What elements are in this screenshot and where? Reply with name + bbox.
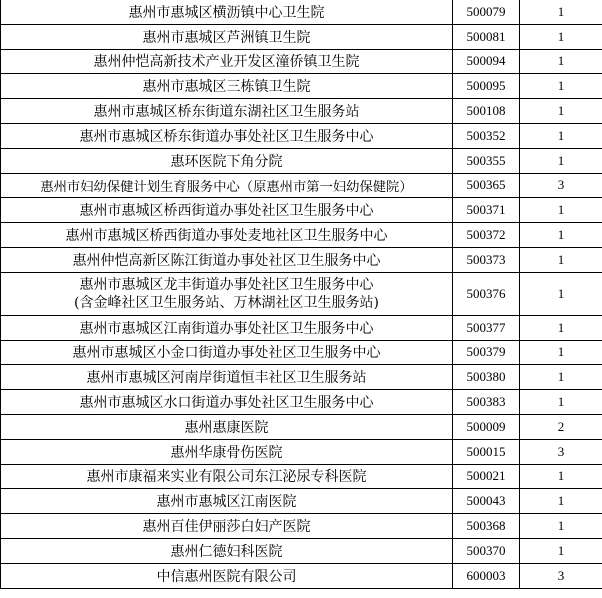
institution-code: 600003 [453, 563, 520, 588]
institution-code: 500021 [453, 464, 520, 489]
position-count: 3 [520, 173, 602, 198]
institution-name: 惠州市惠城区江南街道办事处社区卫生服务中心 [1, 315, 453, 340]
table-row [1, 198, 602, 223]
position-count: 1 [520, 390, 602, 415]
institution-code: 500043 [453, 489, 520, 514]
institution-code: 500370 [453, 538, 520, 563]
table-row [1, 340, 602, 365]
position-count: 1 [520, 123, 602, 148]
table-row [1, 148, 602, 173]
institution-name: 惠州市惠城区横沥镇中心卫生院 [1, 0, 453, 24]
table-row [1, 464, 602, 489]
table-row [1, 538, 602, 563]
position-count: 1 [520, 340, 602, 365]
institution-code: 500108 [453, 99, 520, 124]
institution-name: 惠州市惠城区桥东街道东湖社区卫生服务站 [1, 99, 453, 124]
institution-name: 惠州惠康医院 [1, 414, 453, 439]
institution-code: 500365 [453, 173, 520, 198]
position-count: 1 [520, 514, 602, 539]
table-row [1, 489, 602, 514]
institution-name: 惠州市惠城区江南医院 [1, 489, 453, 514]
position-count: 1 [520, 99, 602, 124]
table-row [1, 414, 602, 439]
institution-name: 惠州市妇幼保健计划生育服务中心（原惠州市第一妇幼保健院） [1, 173, 453, 198]
position-count: 2 [520, 414, 602, 439]
institution-name: 惠州仲恺高新技术产业开发区潼侨镇卫生院 [1, 49, 453, 74]
position-count: 1 [520, 198, 602, 223]
position-count: 1 [520, 464, 602, 489]
position-count: 1 [520, 24, 602, 49]
institution-code: 500383 [453, 390, 520, 415]
table-row [1, 390, 602, 415]
institution-name-line1: 惠州市惠城区龙丰街道办事处社区卫生服务中心 [79, 276, 374, 293]
position-count: 3 [520, 439, 602, 464]
institution-code: 500368 [453, 514, 520, 539]
institution-name: 惠州百佳伊丽莎白妇产医院 [1, 514, 453, 539]
position-count: 1 [520, 365, 602, 390]
institution-code: 500081 [453, 24, 520, 49]
institution-name: 惠州市惠城区河南岸街道恒丰社区卫生服务站 [1, 365, 453, 390]
institution-code: 500376 [453, 272, 520, 315]
table-row [1, 247, 602, 272]
institution-code: 500380 [453, 365, 520, 390]
position-count: 1 [520, 74, 602, 99]
institution-code: 500015 [453, 439, 520, 464]
institution-name: 惠州市惠城区水口街道办事处社区卫生服务中心 [1, 390, 453, 415]
institution-code: 500094 [453, 49, 520, 74]
table-row [1, 49, 602, 74]
table-row [1, 439, 602, 464]
institution-code: 500372 [453, 223, 520, 248]
institution-name [1, 272, 453, 315]
position-count: 3 [520, 563, 602, 588]
institution-name: 惠州仁德妇科医院 [1, 538, 453, 563]
table-row [1, 24, 602, 49]
institution-name: 惠州市惠城区小金口街道办事处社区卫生服务中心 [1, 340, 453, 365]
institution-name: 惠州市康福来实业有限公司东江泌尿专科医院 [1, 464, 453, 489]
position-count: 1 [520, 315, 602, 340]
institution-code: 500377 [453, 315, 520, 340]
position-count: 1 [520, 272, 602, 315]
table-row [1, 99, 602, 124]
position-count: 1 [520, 223, 602, 248]
institution-code: 500371 [453, 198, 520, 223]
institution-name: 惠州市惠城区三栋镇卫生院 [1, 74, 453, 99]
table-row [1, 223, 602, 248]
table-row [1, 365, 602, 390]
institution-name: 惠环医院下角分院 [1, 148, 453, 173]
table-row [1, 514, 602, 539]
institution-code: 500095 [453, 74, 520, 99]
institution-name: 惠州市惠城区桥西街道办事处社区卫生服务中心 [1, 198, 453, 223]
institution-name: 中信惠州医院有限公司 [1, 563, 453, 588]
institution-name: 惠州华康骨伤医院 [1, 439, 453, 464]
institution-name: 惠州仲恺高新区陈江街道办事处社区卫生服务中心 [1, 247, 453, 272]
table-row [1, 272, 602, 315]
institution-code: 500379 [453, 340, 520, 365]
table-row [1, 315, 602, 340]
table-row [1, 123, 602, 148]
institution-code: 500373 [453, 247, 520, 272]
institution-code: 500355 [453, 148, 520, 173]
position-count: 1 [520, 0, 602, 24]
table-row [1, 563, 602, 588]
institution-code: 500352 [453, 123, 520, 148]
institution-name-line2: (含金峰社区卫生服务站、万林湖社区卫生服务站) [74, 294, 379, 311]
institution-name: 惠州市惠城区桥东街道办事处社区卫生服务中心 [1, 123, 453, 148]
institution-name: 惠州市惠城区芦洲镇卫生院 [1, 24, 453, 49]
institution-name: 惠州市惠城区桥西街道办事处麦地社区卫生服务中心 [1, 223, 453, 248]
position-count: 1 [520, 489, 602, 514]
position-count: 1 [520, 247, 602, 272]
institution-code: 500009 [453, 414, 520, 439]
position-count: 1 [520, 538, 602, 563]
institution-code: 500079 [453, 0, 520, 24]
table-row [1, 74, 602, 99]
table-row [1, 173, 602, 198]
table-row [1, 0, 602, 24]
position-count: 1 [520, 148, 602, 173]
position-count: 1 [520, 49, 602, 74]
